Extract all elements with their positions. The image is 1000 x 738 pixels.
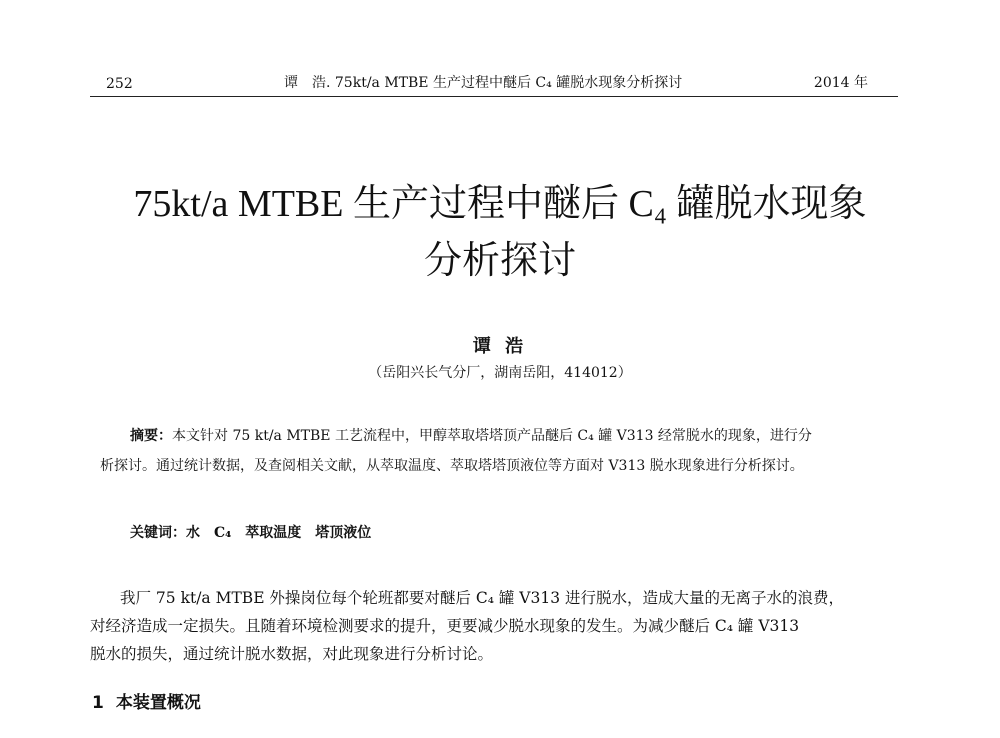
keywords [130, 522, 371, 542]
body-line-3: 脱水的损失，通过统计脱水数据，对此现象进行分析讨论。 [90, 645, 494, 663]
section-title: 本装置概况 [115, 693, 201, 713]
body-line-1: 我厂 75 kt/a MTBE 外操岗位每个轮班都要对醚后 C₄ 罐 V313 进行脱水，造成大量的无离子水的浪费， [120, 589, 844, 607]
abstract-line-2: 析探讨。通过统计数据，及查阅相关文献，从萃取温度、萃取塔塔顶液位等方面对 V313 脱水现象进行分析探讨。 [100, 458, 804, 474]
paper-title-line-1: 75kt/a MTBE 生产过程中醚后 C₄ 罐脱水现象 [133, 183, 867, 225]
abstract-line-1: 本文针对 75 kt/a MTBE 工艺流程中，甲醇萃取塔塔顶产品醚后 C₄ 罐 V313 经常脱水的现象，进行分 [172, 428, 812, 444]
page-number: 252 [106, 76, 133, 92]
author-affiliation: （岳阳兴长气分厂，湖南岳阳，414012） [368, 365, 632, 381]
running-header [90, 72, 898, 97]
keywords-text: 水 C₄ 萃取温度 塔顶液位 [186, 525, 372, 541]
abstract-label: 摘要： [130, 428, 172, 444]
body-paragraph [90, 584, 908, 668]
running-title: 谭 浩. 75kt/a MTBE 生产过程中醚后 C₄ 罐脱水现象分析探讨 [284, 75, 683, 91]
keywords-label: 关键词： [130, 525, 186, 541]
paper-title [0, 176, 1000, 288]
section-heading [92, 688, 201, 713]
journal-year: 2014 年 [813, 75, 868, 91]
abstract [100, 421, 870, 481]
body-line-2: 对经济造成一定损失。且随着环境检测要求的提升，更要减少脱水现象的发生。为减少醚后 C₄ 罐 V313 [90, 617, 800, 635]
author-name: 谭 浩 [472, 336, 528, 357]
section-number: 1 [92, 693, 104, 713]
paper-title-line-2: 分析探讨 [423, 238, 576, 282]
